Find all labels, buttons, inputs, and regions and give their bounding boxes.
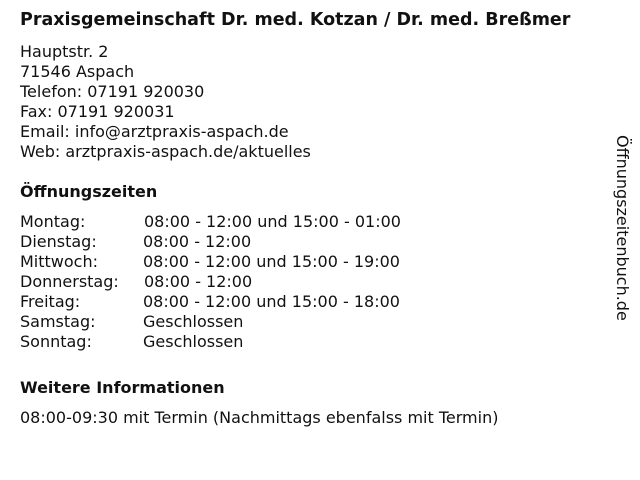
hours-row-thursday — [20, 272, 620, 292]
hours-row-saturday — [20, 312, 620, 332]
time-value: Geschlossen — [143, 332, 244, 351]
hours-row-friday — [20, 292, 620, 312]
phone-number: Telefon: 07191 920030 — [20, 82, 205, 101]
time-value: 08:00 - 12:00 und 15:00 - 18:00 — [143, 292, 400, 311]
time-value: Geschlossen — [143, 312, 244, 331]
page-title: Praxisgemeinschaft Dr. med. Kotzan / Dr. med. Breßmer — [20, 10, 571, 30]
further-info-heading: Weitere Informationen — [20, 378, 225, 397]
further-info-text: 08:00-09:30 mit Termin (Nachmittags ebenfalss mit Termin) — [20, 408, 499, 427]
website-address: Web: arztpraxis-aspach.de/aktuelles — [20, 142, 311, 161]
time-value: 08:00 - 12:00 — [143, 232, 252, 251]
day-label: Sonntag: — [20, 332, 92, 351]
email-address: Email: info@arztpraxis-aspach.de — [20, 122, 289, 141]
street-address: Hauptstr. 2 — [20, 42, 109, 61]
hours-row-monday — [20, 212, 620, 232]
city-address: 71546 Aspach — [20, 62, 135, 81]
hours-row-sunday — [20, 332, 620, 352]
time-value: 08:00 - 12:00 und 15:00 - 01:00 — [144, 212, 401, 231]
day-label: Freitag: — [20, 292, 81, 311]
fax-number: Fax: 07191 920031 — [20, 102, 175, 121]
page-content — [20, 10, 620, 428]
day-label: Mittwoch: — [20, 252, 98, 271]
time-value: 08:00 - 12:00 — [144, 272, 253, 291]
hours-row-wednesday — [20, 252, 620, 272]
day-label: Donnerstag: — [20, 272, 119, 291]
day-label: Dienstag: — [20, 232, 97, 251]
opening-hours-heading: Öffnungszeiten — [20, 182, 158, 201]
day-label: Montag: — [20, 212, 86, 231]
site-watermark-label: Öffnungszeitenbuch.de — [613, 135, 632, 321]
hours-row-tuesday — [20, 232, 620, 252]
day-label: Samstag: — [20, 312, 96, 331]
address-block — [20, 42, 620, 162]
time-value: 08:00 - 12:00 und 15:00 - 19:00 — [143, 252, 400, 271]
opening-hours-table — [20, 212, 620, 352]
